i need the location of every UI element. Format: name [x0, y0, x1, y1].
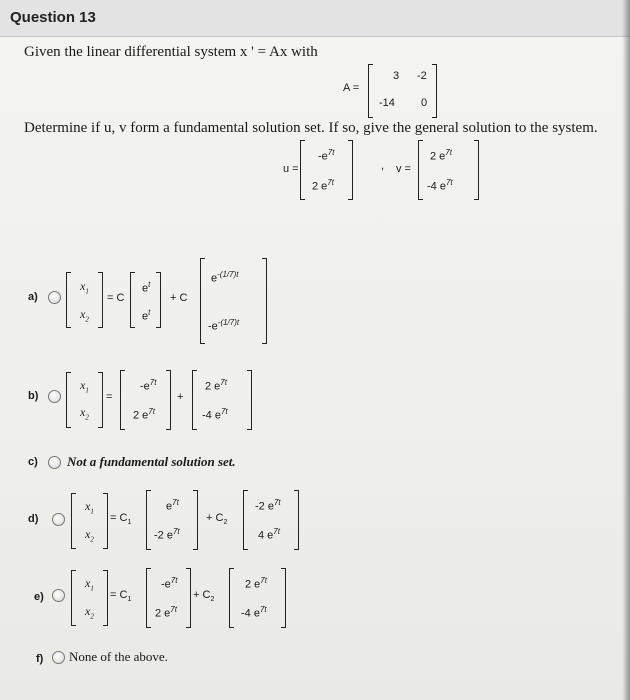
option-b-v2-top: 2 e: [205, 380, 221, 393]
option-a-radio[interactable]: [48, 291, 61, 304]
option-c-label: c): [28, 456, 38, 468]
option-e-v2-bot: -4 e: [241, 607, 260, 620]
option-b-v1-top-exp: 7t: [149, 378, 157, 387]
option-e-x2-sub: 2: [90, 612, 94, 621]
option-a-v1-left-bracket: [130, 272, 135, 328]
option-d-v1-top-exp: 7t: [172, 498, 179, 507]
matrix-a-r1c2: -2: [417, 70, 427, 82]
question-title: Question 13: [10, 9, 96, 26]
vector-u-top-exp: 7t: [327, 148, 335, 157]
option-a-v1-bot: e: [142, 310, 149, 323]
option-e-radio[interactable]: [52, 589, 65, 602]
matrix-a-r1c1: 3: [393, 70, 400, 82]
option-d-x2: x: [85, 527, 91, 541]
option-d-plus: + C: [206, 512, 224, 524]
vector-v-top: 2 e: [430, 150, 446, 163]
option-e-v1-bot: 2 e: [155, 607, 171, 620]
vector-v-label: v =: [396, 163, 411, 175]
option-a-x2-sub: 2: [85, 315, 89, 324]
option-a-x1-sub: 1: [85, 287, 89, 296]
option-a-v2-left-bracket: [200, 258, 205, 344]
option-b-radio[interactable]: [48, 390, 61, 403]
matrix-a-label: A =: [343, 82, 360, 94]
vector-separator: ,: [381, 160, 385, 172]
option-b-lhs-right-bracket: [98, 372, 103, 428]
option-d-v2-bot-exp: 7t: [273, 527, 280, 536]
option-a-v2-top-exp: -(1/7)t: [217, 270, 239, 279]
vector-u-label: u =: [283, 163, 299, 175]
vector-u-top: -e: [318, 150, 328, 163]
vector-u-bottom-exp: 7t: [327, 178, 334, 187]
option-d-v2-bot: 4 e: [258, 529, 274, 542]
option-e-v2-top-exp: 7t: [260, 576, 267, 585]
matrix-a-r2c2: 0: [421, 97, 428, 109]
option-a-v1-top: e: [142, 282, 149, 295]
option-e-v1-right-bracket: [186, 568, 191, 628]
option-a-lhs-left-bracket: [66, 272, 71, 328]
option-a-lhs-right-bracket: [98, 272, 103, 328]
option-a-label: a): [28, 291, 38, 303]
option-d-x1-sub: 1: [90, 507, 94, 516]
option-e-x2: x: [85, 604, 91, 618]
vector-v-left-bracket: [418, 140, 423, 200]
matrix-a-left-bracket: [368, 64, 373, 118]
vector-v-bottom-exp: 7t: [445, 178, 453, 187]
option-a-v1-bot-exp: t: [148, 308, 151, 317]
option-d-v2-left-bracket: [243, 490, 248, 550]
option-d-equals: = C: [110, 512, 128, 524]
option-b-v2-bot-exp: 7t: [220, 407, 228, 416]
option-e-v1-bot-exp: 7t: [170, 605, 177, 614]
option-e-x1: x: [85, 576, 91, 590]
option-d-c1-sub: 1: [127, 519, 132, 527]
option-d-radio[interactable]: [52, 513, 65, 526]
question-intro: Given the linear differential system x ' = Ax with: [24, 44, 318, 60]
option-e-c1-sub: 1: [127, 596, 132, 604]
option-e-v2-right-bracket: [281, 568, 286, 628]
option-d-v2-top-exp: 7t: [273, 498, 281, 507]
option-d-v1-top: e: [166, 500, 173, 513]
option-d-c2-sub: 2: [223, 519, 228, 527]
option-c-text: Not a fundamental solution set.: [67, 454, 236, 469]
option-e-x1-sub: 1: [90, 584, 94, 593]
option-b-v1-left-bracket: [120, 370, 125, 430]
option-d-v1-left-bracket: [146, 490, 151, 550]
option-a-v2-bot-exp: -(1/7)t: [217, 318, 240, 327]
option-a-x2: x: [80, 307, 86, 321]
option-f-radio[interactable]: [52, 651, 65, 664]
vector-u-bottom: 2 e: [312, 180, 328, 193]
option-e-lhs-left-bracket: [71, 570, 76, 626]
option-b-v2-top-exp: 7t: [220, 378, 227, 387]
option-e-v1-top: -e: [161, 578, 171, 591]
option-b-x2-sub: 2: [85, 413, 89, 422]
option-f-label: f): [36, 653, 44, 665]
option-e-v1-left-bracket: [146, 568, 151, 628]
option-b-v2-right-bracket: [247, 370, 252, 430]
option-b-x1-sub: 1: [85, 386, 89, 395]
option-b-equals: =: [106, 391, 113, 403]
option-c-radio[interactable]: [48, 456, 61, 469]
option-b-v1-right-bracket: [166, 370, 171, 430]
option-e-plus: + C: [193, 589, 211, 601]
vector-u-right-bracket: [348, 140, 353, 200]
option-b-v1-bot: 2 e: [133, 409, 149, 422]
matrix-a-right-bracket: [432, 64, 437, 118]
option-e-v2-bot-exp: 7t: [259, 605, 267, 614]
option-b-x1: x: [80, 378, 86, 392]
option-e-lhs-right-bracket: [103, 570, 108, 626]
option-a-v2-top: e: [211, 272, 218, 285]
option-d-label: d): [28, 513, 39, 525]
option-d-lhs-left-bracket: [71, 493, 76, 549]
matrix-a-r2c1: -14: [379, 97, 395, 109]
option-a-v2-bot: -e: [208, 320, 218, 333]
option-d-lhs-right-bracket: [103, 493, 108, 549]
vector-u-left-bracket: [300, 140, 305, 200]
option-e-v2-top: 2 e: [245, 578, 261, 591]
option-a-v1-top-exp: t: [148, 280, 151, 289]
question-instruction: Determine if u, v form a fundamental solution set. If so, give the general solution to the system.: [24, 120, 598, 136]
option-b-v2-left-bracket: [192, 370, 197, 430]
option-b-v1-bot-exp: 7t: [148, 407, 155, 416]
option-e-v1-top-exp: 7t: [170, 576, 178, 585]
option-e-c2-sub: 2: [210, 596, 215, 604]
photo-edge-shadow: [622, 0, 630, 700]
option-d-x2-sub: 2: [90, 535, 94, 544]
option-e-equals: = C: [110, 589, 128, 601]
option-d-v1-right-bracket: [193, 490, 198, 550]
option-e-label: e): [34, 591, 44, 603]
vector-v-bottom: -4 e: [427, 180, 446, 193]
option-a-plus: + C: [170, 292, 188, 304]
option-b-lhs-left-bracket: [66, 372, 71, 428]
option-d-v1-bot-exp: 7t: [172, 527, 180, 536]
vector-v-right-bracket: [474, 140, 479, 200]
option-e-v2-left-bracket: [229, 568, 234, 628]
option-d-v2-right-bracket: [294, 490, 299, 550]
option-a-x1: x: [80, 279, 86, 293]
question-header: [0, 0, 630, 37]
vector-v-top-exp: 7t: [445, 148, 452, 157]
option-a-v1-right-bracket: [156, 272, 161, 328]
option-b-x2: x: [80, 405, 86, 419]
option-b-v2-bot: -4 e: [202, 409, 221, 422]
option-b-v1-top: -e: [140, 380, 150, 393]
option-a-v2-right-bracket: [262, 258, 267, 344]
option-b-label: b): [28, 390, 39, 402]
option-d-v1-bot: -2 e: [154, 529, 173, 542]
option-d-v2-top: -2 e: [255, 500, 274, 513]
option-a-equals: = C: [107, 292, 125, 304]
option-b-plus: +: [177, 391, 184, 403]
option-d-x1: x: [85, 499, 91, 513]
option-f-text: None of the above.: [69, 649, 168, 664]
